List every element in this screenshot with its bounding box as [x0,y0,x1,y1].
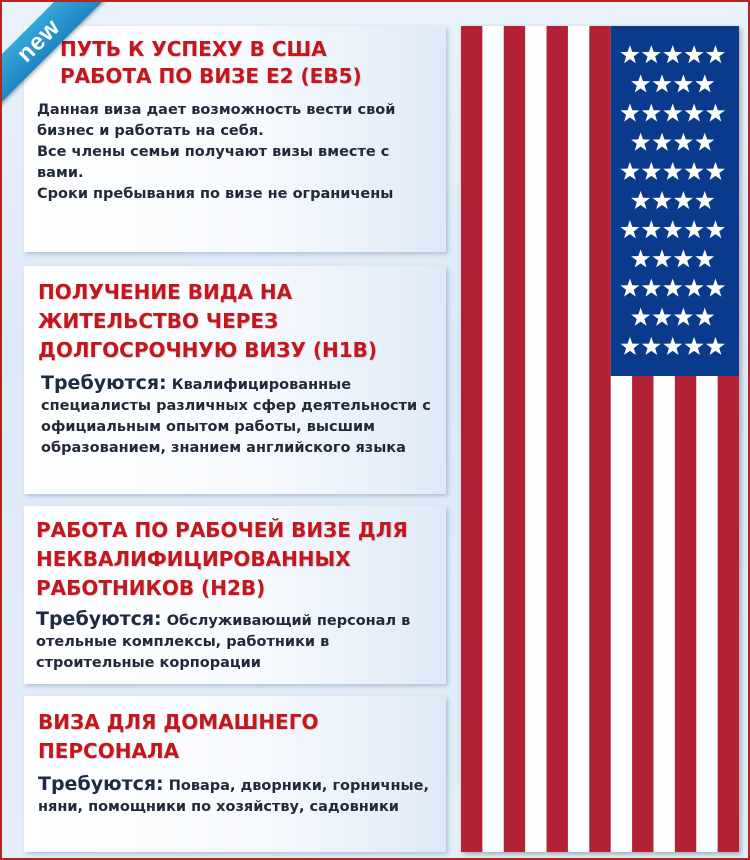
section-title: ВИЗА ДЛЯ ДОМАШНЕГО ПЕРСОНАЛА [38,710,319,763]
section-h1b-visa [24,266,446,494]
section-e2-visa [24,26,446,252]
requirements-text: Повара, дворники, горничные, няни, помощники по хозяйству, садовники [38,778,429,815]
flag-stripe [547,26,568,852]
section-title: ПУТЬ К УСПЕХУ В США РАБОТА ПО ВИЗЕ Е2 (ЕВ5) [60,37,362,88]
section-body [24,766,446,818]
section-h2b-visa [24,506,446,684]
requirements-text: Обслуживающий персонал в отельные комплексы, работники в строительные корпорации [36,613,411,671]
section-domestic-visa [24,696,446,852]
flag-stripe [589,26,610,852]
usa-flag-icon [461,26,739,852]
flag-canton [611,26,739,376]
new-badge: new [0,0,104,106]
requirements-label: Требуются: [38,773,164,795]
requirements-text: Квалифицированные специалисты различных сфер деятельности с официальным опытом работы, высшим образованием, знанием английского языка [41,377,431,456]
section-body [24,365,446,459]
requirements-label: Требуются: [36,608,162,630]
section-title: РАБОТА ПО РАБОЧЕЙ ВИЗЕ ДЛЯ НЕКВАЛИФИЦИРОВАННЫХ РАБОТНИКОВ (Н2В) [36,518,408,600]
flag-stripe [461,26,482,852]
flag-stripe [504,26,525,852]
section-body [24,603,446,674]
requirements-label: Требуются: [41,372,167,394]
section-title: ПОЛУЧЕНИЕ ВИДА НА ЖИТЕЛЬСТВО ЧЕРЕЗ ДОЛГОСРОЧНУЮ ВИЗУ (Н1В) [38,280,378,362]
section-body: Данная виза дает возможность вести свой бизнес и работать на себя. Все члены семьи получают визы вместе с вами. Сроки пребывания по визе не ограничены [37,102,396,202]
